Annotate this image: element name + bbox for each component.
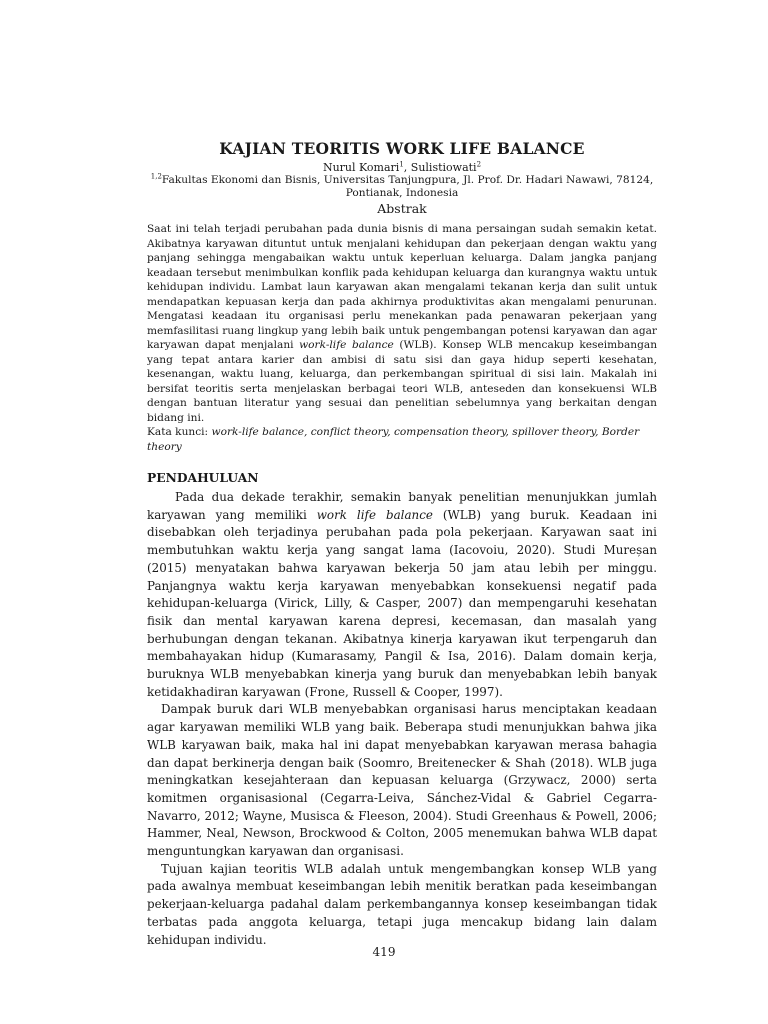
authors-line: [147, 161, 657, 174]
author-name: Sulistiowati: [410, 161, 477, 174]
section-heading: PENDAHULUAN: [147, 470, 259, 485]
page-number: 419: [372, 945, 396, 959]
body-paragraph-1: [147, 489, 657, 701]
abstract-body: [147, 222, 657, 425]
abstract-text: Saat ini telah terjadi perubahan pada dunia bisnis di mana persaingan sudah semakin ketat. Akibatnya karyawan dituntut untuk menjalani kehidupan dan pekerjaan dengan waktu yang panjang sehingga mengabaikan waktu untuk keperluan keluarga. Dalam jangka panjang keadaan tersebut menimbulkan konflik pada kehidupan keluarga dan kurangnya waktu untuk kehidupan individu. Lambat laun karyawan akan mengalami tekanan kerja dan sulit untuk mendapatkan kepuasan kerja dan pada akhirnya produktivitas akan mengalami penurunan. Mengatasi keadaan itu organisasi perlu menekankan pada penawaran pekerjaan yang memfasilitasi ruang lingkup yang lebih baik untuk pengembangan potensi karyawan dan agar karyawan dapat menjalani: [147, 223, 657, 351]
author-superscript: 2: [476, 160, 482, 169]
keywords-values: work-life balance, conflict theory, compensation theory, spillover theory, Border theory: [147, 426, 640, 453]
body-paragraph-2: Dampak buruk dari WLB menyebabkan organisasi harus menciptakan keadaan agar karyawan memiliki WLB yang baik. Beberapa studi menunjukkan bahwa jika WLB karyawan baik, maka hal ini dapat menyebabkan karyawan merasa bahagia dan dapat berkinerja dengan baik (Soomro, Breitenecker & Shah (2018). WLB juga meningkatkan kesejahteraan dan kepuasan keluarga (Grzywacz, 2000) serta komitmen organisasional (Cegarra-Leiva, Sánchez-Vidal & Gabriel Cegarra-Navarro, 2012; Wayne, Musisca & Fleeson, 2004). Studi Greenhaus & Powell, 2006; Hammer, Neal, Newson, Brockwood & Colton, 2005 menemukan bahwa WLB dapat menguntungkan karyawan dan organisasi.: [147, 702, 657, 859]
author-name: Nurul Komari: [322, 161, 400, 174]
paragraph-text: (WLB) yang buruk. Keadaan ini disebabkan oleh terjadinya perubahan pada pola pekerjaan. Karyawan saat ini membutuhkan waktu kerja yang sangat lama (Iacovoiu, 2020). Studi Mureșan (2015) menyatakan bahwa karyawan bekerja 50 jam atau lebih per minggu. Panjangnya waktu kerja karyawan menyebabkan konsekuensi negatif pada kehidupan-keluarga (Virick, Lilly, & Casper, 2007) dan mempengaruhi kesehatan fisik dan mental karyawan karena depresi, kecemasan, dan masalah yang berhubungan dengan tekanan. Akibatnya kinerja karyawan ikut terpengaruh dan membahayakan hidup (Kumarasamy, Pangil & Isa, 2016). Dalam domain kerja, buruknya WLB menyebabkan kinerja yang buruk dan menyebabkan lebih banyak ketidakhadiran karyawan (Frone, Russell & Cooper, 1997).: [147, 507, 657, 699]
paragraph-italic-term: work life balance: [316, 507, 433, 522]
keywords: [147, 425, 657, 454]
abstract-italic-term: work-life balance: [299, 339, 394, 351]
affiliation: [147, 174, 657, 200]
author-superscript: 1: [399, 160, 404, 169]
affiliation-superscript: 1,2: [150, 172, 162, 181]
paper-title: KAJIAN TEORITIS WORK LIFE BALANCE: [219, 139, 585, 158]
keywords-label: Kata kunci:: [147, 426, 212, 438]
author-separator: ,: [403, 161, 411, 174]
abstract-text: (WLB). Konsep WLB mencakup keseimbangan yang tepat antara karier dan ambisi di satu sisi dan gaya hidup seperti kesehatan, kesenangan, waktu luang, keluarga, dan perkembangan spiritual di sisi lain. Makalah ini bersifat teoritis serta menjelaskan berbagai teori WLB, anteseden dan konsekuensi WLB dengan bantuan literatur yang sesuai dan penelitian sebelumnya yang berkaitan dengan bidang ini.: [147, 339, 658, 424]
abstract-heading: Abstrak: [377, 201, 427, 216]
paper-page: [147, 140, 657, 949]
paragraph-text: Pada dua dekade terakhir, semakin banyak penelitian menunjukkan jumlah karyawan yang memiliki: [147, 490, 657, 522]
body-paragraph-3: Tujuan kajian teoritis WLB adalah untuk mengembangkan konsep WLB yang pada awalnya membuat keseimbangan lebih menitik beratkan pada keseimbangan pekerjaan-keluarga padahal dalam perkembangannya konsep keseimbangan tidak terbatas pada anggota keluarga, tetapi juga mencakup bidang lain dalam kehidupan individu.: [147, 861, 657, 947]
affiliation-text: Fakultas Ekonomi dan Bisnis, Universitas Tanjungpura, Jl. Prof. Dr. Hadari Nawawi, 78124, Pontianak, Indonesia: [161, 174, 654, 199]
